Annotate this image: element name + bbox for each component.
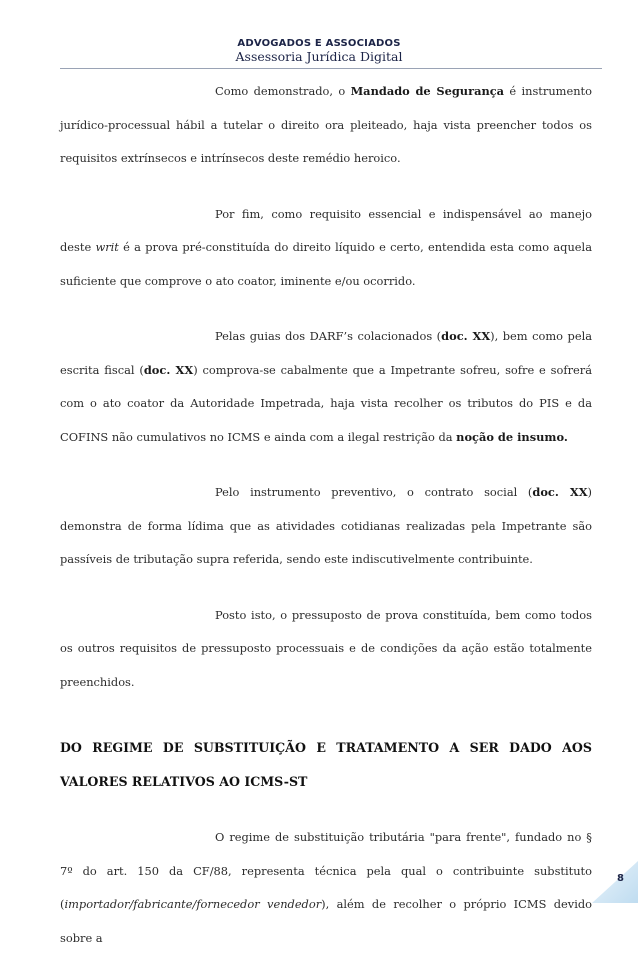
paragraph-2: Por fim, como requisito essencial e indispensável ao manejo deste writ é a prova pré-constituída do direito líquido e certo, entendida esta como aquela suficiente que comprove o ato coator, iminente e/ou ocorrido. (60, 206, 592, 288)
paragraph-3: Pelas guias dos DARF’s colacionados (doc. XX), bem como pela escrita fiscal (doc. XX) comprova-se cabalmente que a Impetrante sofreu, sofre e sofrerá com o ato coator da Autoridade Impetrada, haja vista recolher os tributos do PIS e da COFINS não cumulativos no ICMS e ainda com a ilegal restrição da noção de insumo. (60, 329, 592, 444)
page-header (0, 38, 638, 64)
page-number: 8 (617, 873, 624, 884)
paragraph-1: Como demonstrado, o Mandado de Segurança é instrumento jurídico-processual hábil a tutelar o direito ora pleiteado, haja vista preencher todos os requisitos extrínsecos e intrínsecos deste remédio heroico. (60, 84, 592, 165)
paragraph-5: Posto isto, o pressuposto de prova constituída, bem como todos os outros requisitos de pressuposto processuais e de condições da ação estão totalmente preenchidos. (60, 607, 592, 689)
page-corner-badge (592, 861, 638, 903)
paragraph-4: Pelo instrumento preventivo, o contrato social (doc. XX) demonstra de forma lídima que as atividades cotidianas realizadas pela Impetrante são passíveis de tributação supra referida, sendo este indiscutivelmente contribuinte. (60, 485, 592, 566)
section-heading: DO REGIME DE SUBSTITUIÇÃO E TRATAMENTO A SER DADO AOS VALORES RELATIVOS AO ICMS-ST (60, 740, 592, 789)
document-body (60, 75, 592, 955)
paragraph-6: O regime de substituição tributária "para frente", fundado no § 7º do art. 150 da CF/88, representa técnica pela qual o contribuinte substituto (importador/fabricante/fornecedor vendedor), além de recolher o próprio ICMS devido sobre a (60, 830, 592, 945)
firm-name: ADVOGADOS E ASSOCIADOS (237, 38, 401, 49)
header-divider (60, 68, 602, 69)
firm-subtitle: Assessoria Jurídica Digital (235, 49, 403, 64)
